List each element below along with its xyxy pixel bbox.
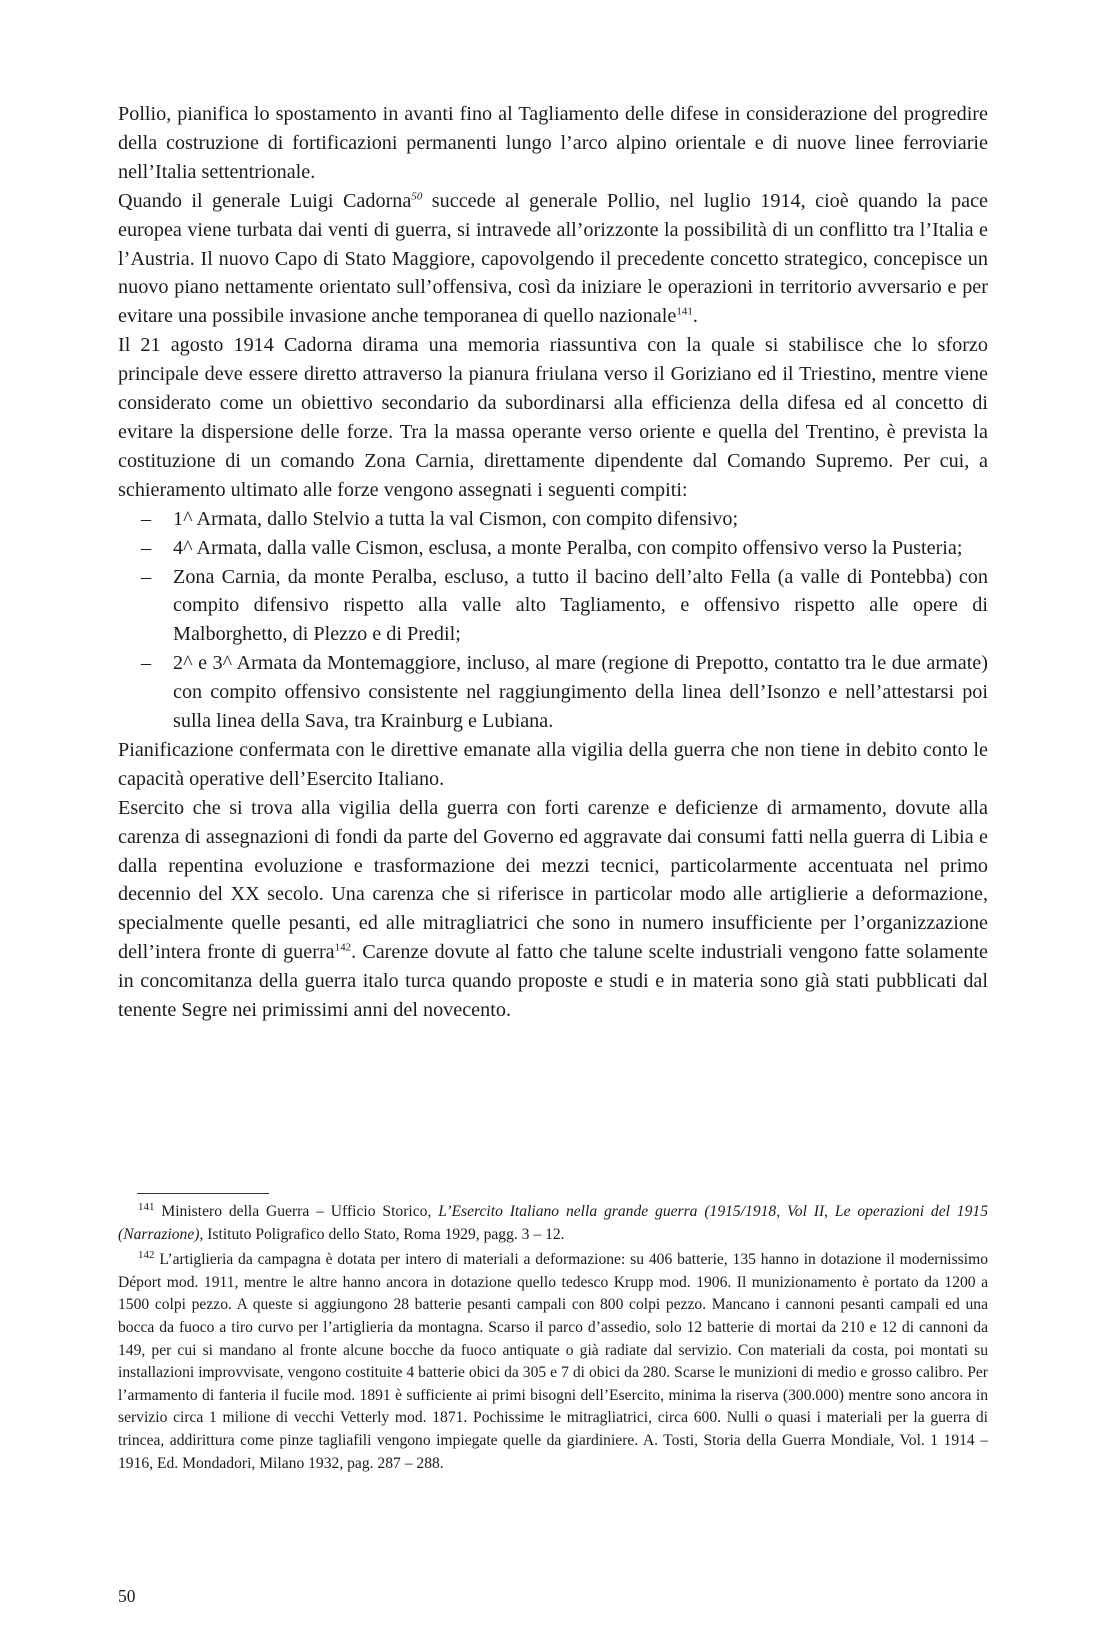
list-item bbox=[141, 534, 988, 563]
footnote-text: Ministero della Guerra – Ufficio Storico, bbox=[154, 1203, 439, 1220]
footnote-text: L’artiglieria da campagna è dotata per intero di materiali a deformazione: su 406 batterie, 135 hanno in dotazione il modernissimo Déport mod. 1911, mentre le altre hanno ancora in dotazione quello tedesco Krupp mod. 1906. Il munizionamento è portato da 1200 a 1500 colpi pezzo. A queste si aggiungono 28 batterie pesanti campali con 800 colpi pezzo. Mancano i cannoni pesanti campali ed una bocca da fuoco a tiro curvo per l’artiglieria da montagna. Scarso il parco d’assedio, solo 12 batterie di mortai da 210 e 12 di cannoni da 149, per cui si mandano al fronte alcune bocche da fuoco antiquate o già radiate dal servizio. Con materiali da costa, poi montati su installazioni improvvisate, vengono costituite 4 batterie obici da 305 e 7 di obici da 280. Scarse le munizioni di medio e grosso calibro. Per l’armamento di fanteria il fucile mod. 1891 è sufficiente ai primi bisogni dell’Esercito, minima la riserva (300.000) mentre sono ancora in servizio circa 1 milione di vecchi Vetterly mod. 1871. Pochissime le mitragliatrici, circa 600. Nulli o quasi i materiali per la guerra di trincea, addirittura come pinze tagliafili vengono impiegate quelle da giardiniere. A. Tosti, Storia della Guerra Mondiale, Vol. 1 1914 – 1916, Ed. Mondadori, Milano 1932, pag. 287 – 288. bbox=[118, 1251, 988, 1472]
paragraph-5 bbox=[118, 794, 988, 1025]
task-list bbox=[118, 505, 988, 736]
paragraph-1: Pollio, pianifica lo spostamento in avanti fino al Tagliamento delle difese in considerazione del progredire della costruzione di fortificazioni permanenti lungo l’arco alpino orientale e di nuove linee ferroviarie nell’Italia settentrionale. bbox=[118, 103, 988, 183]
list-item bbox=[141, 649, 988, 736]
paragraph-5-end: . Carenze dovute al fatto che talune scelte industriali vengono fatte solamente in concomitanza della guerra italo turca quando proposte e studi e in materia sono già stati pubblicati dal tenente Segre nei primissimi anni del novecento. bbox=[118, 941, 989, 1022]
dash-bullet: – bbox=[141, 507, 152, 530]
list-item-text: Zona Carnia, da monte Peralba, escluso, a tutto il bacino dell’alto Fella (a valle di Pontebba) con compito difensivo rispetto alla valle alto Tagliamento, e offensivo rispetto alle opere di Malborghetto, di Plezzo e di Predil; bbox=[173, 565, 988, 646]
paragraph-3: Il 21 agosto 1914 Cadorna dirama una memoria riassuntiva con la quale si stabilisce che lo sforzo principale deve essere diretto attraverso la pianura friulana verso il Goriziano ed il Triestino, mentre viene considerato come un obiettivo secondario da subordinarsi alla efficienza della difesa ed al concetto di evitare la dispersione delle forze. Tra la massa operante verso oriente e quella del Trentino, è prevista la costituzione di un comando Zona Carnia, direttamente dipendente dal Comando Supremo. Per cui, a schieramento ultimato alle forze vengono assegnati i seguenti compiti: bbox=[118, 334, 988, 501]
footnote-141 bbox=[118, 1201, 988, 1246]
footnote-separator bbox=[137, 1193, 269, 1194]
paragraph-5-start: Esercito che si trova alla vigilia della guerra con forti carenze e deficienze di armamento, dovute alla carenza di assegnazioni di fondi da parte del Governo ed aggravate dai consumi fatti nella guerra di Libia e dalla repentina evoluzione e trasformazione dei mezzi tecnici, particolarmente accentuata nel primo decennio del XX secolo. Una carenza che si riferisce in particolar modo alle artiglierie a deformazione, specialmente quelle pesanti, ed alle mitragliatrici che sono in numero insufficiente per l’organizzazione dell’intera fronte di guerra bbox=[118, 796, 988, 964]
footnote-ref-142[interactable]: 142 bbox=[334, 941, 352, 954]
paragraph-2 bbox=[118, 187, 988, 332]
body-text bbox=[118, 100, 988, 1025]
page-number: 50 bbox=[118, 1586, 136, 1606]
paragraph-2-middle: succede al generale Pollio, nel luglio 1914, cioè quando la pace europea viene turbata dai venti di guerra, si intravede all’orizzonte la possibilità di un conflitto tra l’Italia e l’Austria. Il nuovo Capo di Stato Maggiore, capovolgendo il precedente concetto strategico, concepisce un nuovo piano nettamente orientato sull’offensiva, così da iniziare le operazioni in territorio avversario e per evitare una possibile invasione anche temporanea di quello nazionale bbox=[118, 189, 989, 328]
footnotes bbox=[118, 1201, 988, 1475]
list-item bbox=[141, 505, 988, 534]
footnote-text-end: , Istituto Poligrafico dello Stato, Roma 1929, pagg. 3 – 12. bbox=[199, 1225, 565, 1243]
list-item-text: 4^ Armata, dalla valle Cismon, esclusa, a monte Peralba, con compito offensivo verso la Pusteria; bbox=[173, 536, 963, 559]
list-item-text: 1^ Armata, dallo Stelvio a tutta la val Cismon, con compito difensivo; bbox=[173, 507, 739, 530]
paragraph-2-end: . bbox=[692, 305, 698, 328]
paragraph-4: Pianificazione confermata con le direttive emanate alla vigilia della guerra che non tiene in debito conto le capacità operative dell’Esercito Italiano. bbox=[118, 738, 988, 790]
list-item-text: 2^ e 3^ Armata da Montemaggiore, incluso, al mare (regione di Prepotto, contatto tra le due armate) con compito offensivo consistente nel raggiungimento della linea dell’Isonzo e nell’attestarsi poi sulla linea della Sava, tra Krainburg e Lubiana. bbox=[173, 652, 988, 733]
footnote-number: 142 bbox=[138, 1249, 155, 1261]
footnote-title: L’Esercito Italiano nella grande guerra (1915/1918, Vol II, Le operazioni del 1915 (Narrazione) bbox=[118, 1203, 988, 1243]
dash-bullet: – bbox=[141, 536, 152, 559]
list-item bbox=[141, 563, 988, 650]
footnote-142 bbox=[118, 1249, 988, 1475]
paragraph-2-start: Quando il generale Luigi Cadorna bbox=[118, 189, 412, 212]
dash-bullet: – bbox=[141, 565, 152, 588]
footnote-ref-141[interactable]: 141 bbox=[676, 305, 693, 318]
note-ref-50: 50 bbox=[411, 189, 423, 202]
footnote-number: 141 bbox=[138, 1200, 155, 1213]
dash-bullet: – bbox=[141, 652, 152, 675]
